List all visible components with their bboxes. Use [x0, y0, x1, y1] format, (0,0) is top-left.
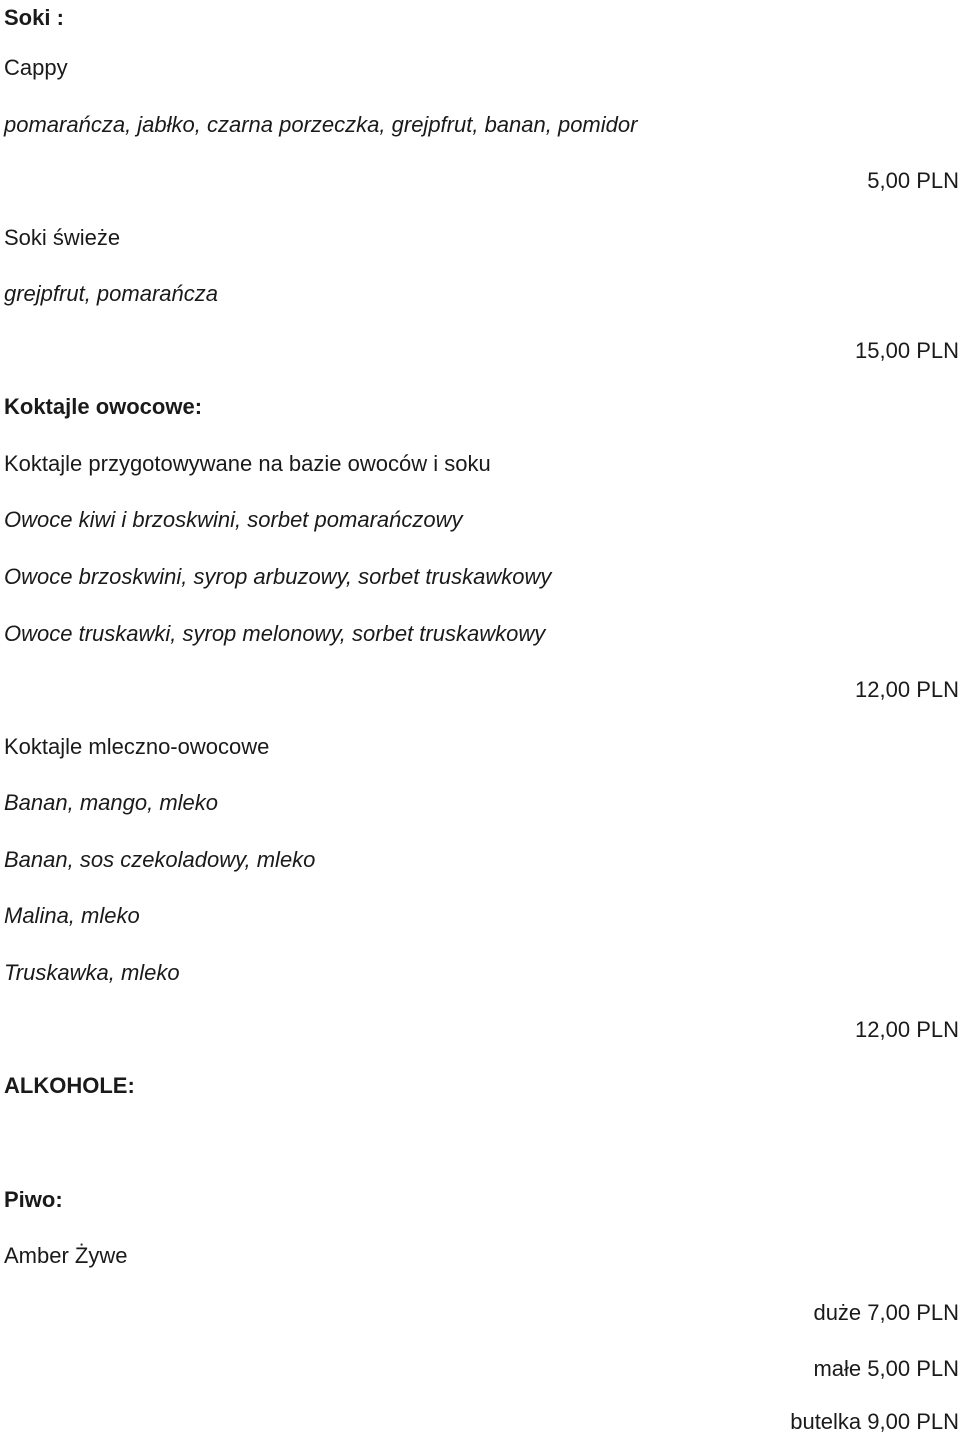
item-price-duze: duże 7,00 PLN [813, 1300, 959, 1325]
section-heading-alkohole: ALKOHOLE: [4, 1073, 135, 1098]
section-description-koktajle-owocowe: Koktajle przygotowywane na bazie owoców i soku [4, 451, 491, 476]
section-heading-piwo: Piwo: [4, 1187, 63, 1212]
list-item: Truskawka, mleko [4, 960, 180, 985]
item-flavors-soki-swieze: grejpfrut, pomarańcza [4, 281, 218, 306]
list-item: Owoce truskawki, syrop melonowy, sorbet truskawkowy [4, 621, 546, 646]
section-heading-koktajle-mleczne: Koktajle mleczno-owocowe [4, 734, 270, 759]
list-item: Owoce kiwi i brzoskwini, sorbet pomarańczowy [4, 507, 463, 532]
list-item: Owoce brzoskwini, syrop arbuzowy, sorbet truskawkowy [4, 564, 552, 589]
item-name-cappy: Cappy [4, 55, 68, 80]
item-price-soki-swieze: 15,00 PLN [855, 338, 959, 363]
section-heading-soki: Soki : [4, 5, 64, 30]
list-item: Malina, mleko [4, 903, 140, 928]
item-flavors-cappy: pomarańcza, jabłko, czarna porzeczka, grejpfrut, banan, pomidor [4, 112, 638, 137]
list-item: Banan, mango, mleko [4, 790, 219, 815]
list-item: Banan, sos czekoladowy, mleko [4, 847, 316, 872]
section-heading-koktajle-owocowe: Koktajle owocowe: [4, 394, 203, 419]
item-name-amber-zywe: Amber Żywe [4, 1243, 128, 1268]
item-price-male: małe 5,00 PLN [813, 1356, 959, 1381]
item-name-soki-swieze: Soki świeże [4, 225, 121, 250]
item-price-koktajle-mleczne: 12,00 PLN [855, 1017, 959, 1042]
item-price-cappy: 5,00 PLN [867, 168, 959, 193]
item-price-koktajle-owocowe: 12,00 PLN [855, 677, 959, 702]
item-price-butelka: butelka 9,00 PLN [790, 1409, 959, 1434]
